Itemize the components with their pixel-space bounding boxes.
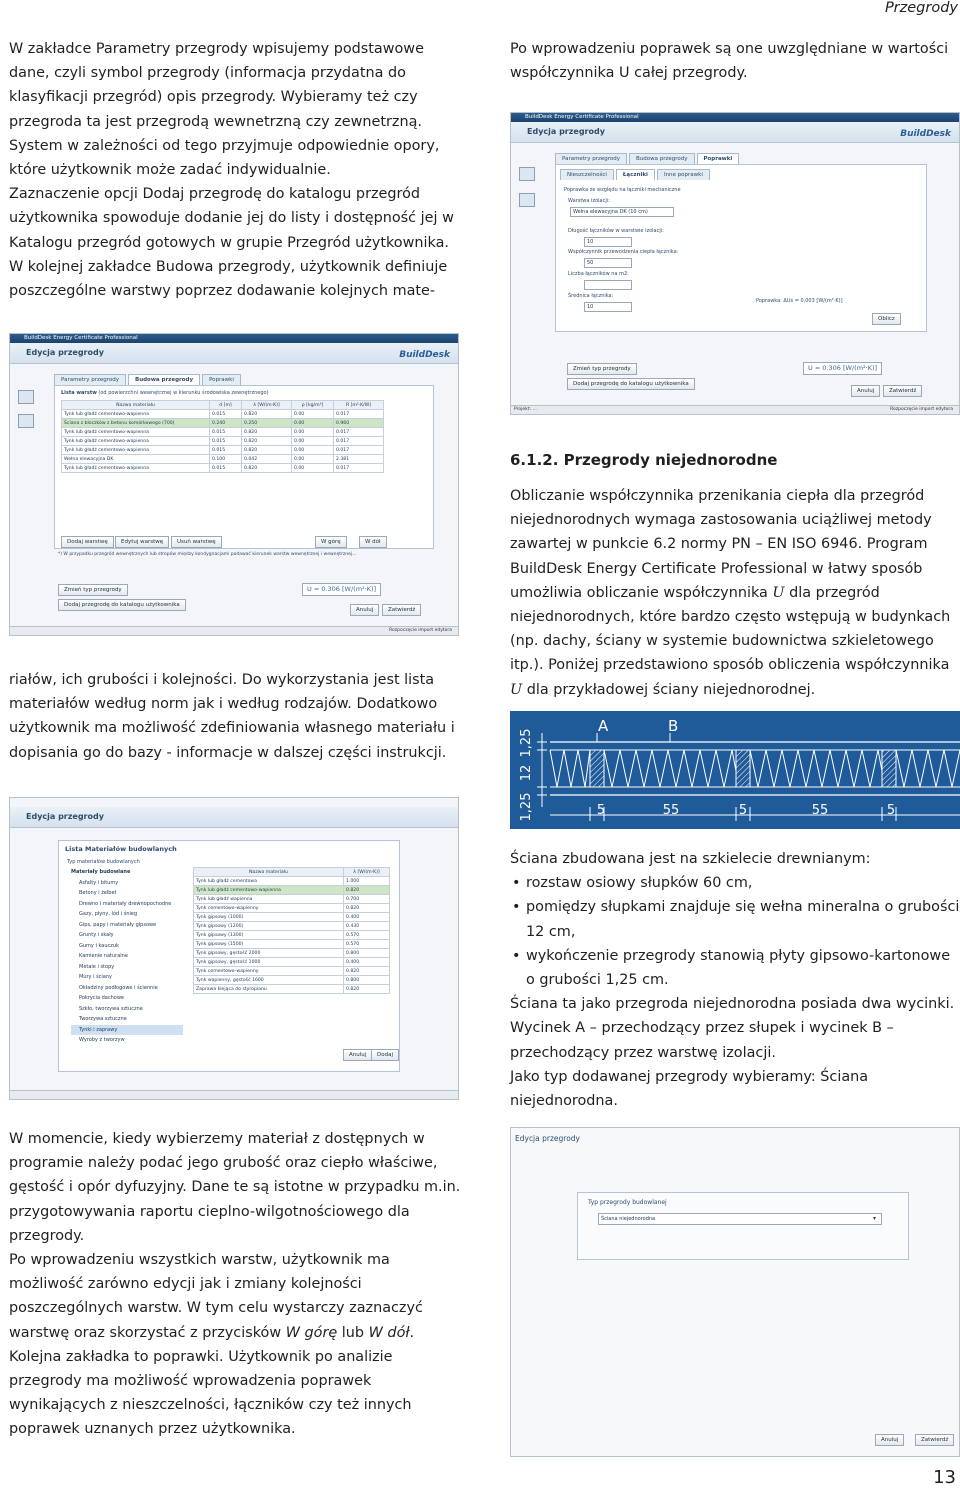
cell: Wełna elewacyjna DK	[62, 455, 210, 464]
screenshot-partition-type	[510, 1127, 960, 1457]
u-value-display: U = 0.306 [W/(m²·K)]	[803, 362, 882, 375]
table-row[interactable]	[62, 437, 384, 446]
right-paragraph-1	[510, 37, 958, 85]
table-row[interactable]	[194, 895, 390, 904]
table-row[interactable]	[194, 958, 390, 967]
cell: 0.00	[292, 437, 334, 446]
left-p1-b: Zaznaczenie opcji Dodaj przegrodę do katalogu przegród użytkownika spowoduje dodanie jej do listy i dostępność jej w Katalogu przegród gotowych w grupie Przegród użytkownika.	[9, 186, 454, 251]
left-p3-a: W momencie, kiedy wybierzemy materiał z dostępnych w programie należy podać jego grubość oraz ciepło właściwe, gęstość i opór dyfuzyjny. Dane te są istotne w przypadku m.in. przygotowywania raportu cieplno-wilgotnościowego dla przegrody.	[9, 1131, 461, 1244]
cell: 0.017	[334, 437, 384, 446]
table-header	[62, 401, 384, 410]
left-p3-dot: .	[409, 1324, 415, 1341]
list-item: • rozstaw osiowy słupków 60 cm,	[526, 871, 960, 895]
section-label: Poprawka ze względu na łączniki mechaniczne	[564, 187, 681, 193]
screenshot-corrections	[510, 112, 960, 415]
col-name: Nazwa materiału	[194, 868, 344, 877]
move-up-button[interactable]: W górę	[315, 536, 347, 548]
cell: 0.820	[344, 886, 390, 895]
cell: Tynk gipsowy (1200)	[194, 922, 344, 931]
field-label: Współczynnik przewodzenia ciepła łącznika:	[568, 249, 679, 255]
cell: Tynk lub gładź cementowo-wapienna	[62, 464, 210, 473]
page-number: 13	[933, 1467, 956, 1488]
cell: 0.400	[344, 958, 390, 967]
cell: Tynk lub gładź cementowo-wapienna	[62, 446, 210, 455]
col-lambda: λ [W/(m·K)]	[242, 401, 292, 410]
dim-left-2: 12	[519, 764, 534, 782]
tab-corrections[interactable]: Poprawki	[202, 374, 241, 385]
window-icon	[519, 193, 535, 207]
left-p3-down: W dół	[368, 1324, 410, 1341]
right-p2-c: dla przykładowej ściany niejednorodnej.	[522, 681, 816, 698]
right-paragraph-2	[510, 484, 958, 702]
right-p1: Po wprowadzeniu poprawek są one uwzględniane w wartości współczynnika U całej przegrody.	[510, 41, 949, 82]
group-title: Typ przegrody budowlanej	[588, 1199, 667, 1206]
table-row[interactable]	[194, 985, 390, 994]
list-item[interactable]: Grunty i skały	[79, 932, 114, 938]
subtab-other[interactable]: Inne poprawki	[657, 169, 710, 180]
dialog-title: Edycja przegrody	[26, 348, 104, 357]
table-row[interactable]	[62, 455, 384, 464]
status-bar	[10, 1090, 458, 1099]
cell: 0.800	[344, 949, 390, 958]
section-title: 6.1.2. Przegrody niejednorodne	[510, 451, 778, 469]
count-input[interactable]	[584, 280, 632, 290]
cell: Tynk lub gładź cementowo-wapienna	[194, 886, 344, 895]
list-item[interactable]: Pokrycia dachowe	[79, 995, 124, 1001]
app-titlebar: BuildDesk Energy Certificate Professional	[511, 113, 959, 122]
table-row[interactable]	[194, 886, 390, 895]
status-right: Rozpoczęcie import edytora	[890, 407, 953, 412]
cell: 2.381	[334, 455, 384, 464]
screenshot-materials	[9, 797, 459, 1100]
cell: 0.820	[242, 428, 292, 437]
col-resistance: R [m²·K/W]	[334, 401, 384, 410]
cell: Tynk lub gładź cementowo-wapienna	[62, 437, 210, 446]
cell: 0.015	[210, 446, 242, 455]
cell: Tynk gipsowy (1300)	[194, 931, 344, 940]
layers-panel	[54, 385, 434, 549]
delete-layer-button[interactable]: Usuń warstwę	[171, 536, 222, 548]
layers-hint: (od powierzchni wewnętrznej w kierunku środowiska zewnętrznego)	[98, 390, 269, 396]
confirm-button[interactable]: Zatwierdź	[915, 1434, 954, 1446]
cell: 0.100	[210, 455, 242, 464]
list-item-selected[interactable]: Tynki i zaprawy	[71, 1025, 183, 1036]
cell: 0.250	[242, 419, 292, 428]
calculate-button[interactable]: Oblicz	[872, 313, 901, 325]
confirm-button[interactable]: Zatwierdź	[883, 385, 922, 397]
layers-title-text: Lista warstw	[61, 390, 97, 396]
materials-table	[193, 867, 390, 994]
table-row[interactable]	[194, 931, 390, 940]
cell: Tynk lub gładź cementowa	[194, 877, 344, 886]
dialog-title: Edycja przegrody	[26, 812, 104, 821]
tab-corrections[interactable]: Poprawki	[697, 153, 740, 164]
list-item[interactable]: Szkło, tworzywa sztuczne	[79, 1005, 143, 1012]
right-p2-b: dla przegród niejednorodnych, które bardzo często wstępują w budynkach (np. dachy, ściany w systemie budownictwa szkieletowego itp.). Poniżej przedstawiono sposób obliczenia współczynnika	[510, 584, 951, 674]
table-row[interactable]	[194, 904, 390, 913]
label-a: A	[598, 717, 609, 735]
table-row[interactable]	[194, 976, 390, 985]
left-paragraph-1	[9, 37, 461, 303]
col-thickness: d [m]	[210, 401, 242, 410]
tab-parameters[interactable]: Parametry przegrody	[54, 374, 126, 385]
cell: 0.430	[344, 922, 390, 931]
right-p4-b: Jako typ dodawanej przegrody wybieramy: Ściana niejednorodna.	[510, 1068, 869, 1110]
app-titlebar: BuildDesk Energy Certificate Professional	[10, 334, 458, 343]
list-item[interactable]: Materiały budowlane	[71, 869, 131, 875]
cell: 0.820	[242, 446, 292, 455]
cell: 0.800	[344, 976, 390, 985]
table-header	[194, 868, 390, 877]
tab-bar	[54, 374, 243, 384]
tab-bar	[555, 153, 741, 163]
cell: 0.820	[344, 985, 390, 994]
cell: 0.015	[210, 464, 242, 473]
category-tree	[71, 867, 183, 1046]
change-type-button[interactable]: Zmień typ przegrody	[58, 584, 128, 596]
table-row[interactable]	[62, 419, 384, 428]
cell: 0.820	[344, 904, 390, 913]
list-item[interactable]: Tworzywa sztuczne	[79, 1016, 127, 1022]
cell: Tynk gipsowy (1000)	[194, 913, 344, 922]
left-paragraph-2	[9, 668, 461, 765]
cell: Tynk lub gładź cementowo-wapienna	[62, 410, 210, 419]
col-lambda: λ [W/(m·K)]	[344, 868, 390, 877]
cell: 0.015	[210, 428, 242, 437]
materials-panel	[58, 840, 400, 1072]
tab-structure[interactable]: Budowa przegrody	[128, 374, 200, 385]
left-p2: riałów, ich grubości i kolejności. Do wykorzystania jest lista materiałów według norm jak i według rodzajów. Dodatkowo użytkownik ma możliwość zdefiniowania własnego materiału i dopisania go do bazy - informacje w dalszej części instrukcji.	[9, 672, 455, 761]
diameter-input[interactable]: 10	[584, 302, 632, 312]
list-item[interactable]: Asfalty i bitumy	[79, 879, 119, 886]
cell: 0.015	[210, 410, 242, 419]
cell: Ściana z bloczków z betonu komórkowego (700)	[62, 419, 210, 428]
right-p4-a: Ściana ta jako przegroda niejednorodna posiada dwa wycinki. Wycinek A – przechodzący przez słupek i wycinek B – przechodzący przez warstwę izolacji.	[510, 996, 955, 1061]
cell: 0.00	[292, 410, 334, 419]
table-row[interactable]	[194, 913, 390, 922]
cell: Tynk gipsowy, gęstość 1000	[194, 958, 344, 967]
cell: 0.570	[344, 940, 390, 949]
wall-section-svg	[510, 711, 960, 829]
cell: 0.042	[242, 455, 292, 464]
cell: 0.00	[292, 455, 334, 464]
dim-bottom-1: 5	[596, 803, 606, 818]
field-label: Liczba łączników na m2:	[568, 271, 629, 277]
subtab-leaks[interactable]: Nieszczelności	[560, 169, 614, 180]
layers-note: *) W przypadku przegród wewnętrznych lub stropów między kondygnacjami podawać kierunek warstw wewnętrznej i wewnętrznej...	[58, 552, 357, 557]
left-paragraph-3	[9, 1127, 461, 1442]
table-row[interactable]	[194, 877, 390, 886]
list-item[interactable]: Gumy i kauczuk	[79, 942, 119, 949]
cell: 1.000	[344, 877, 390, 886]
cell: 0.00	[292, 419, 334, 428]
status-bar	[10, 626, 458, 635]
cancel-button[interactable]: Anuluj	[875, 1434, 904, 1446]
table-row[interactable]	[62, 428, 384, 437]
add-layer-button[interactable]: Dodaj warstwę	[61, 536, 114, 548]
left-p3-b-text: Po wprowadzeniu wszystkich warstw, użytkownik ma możliwość zarówno edycji jak i zmiany kolejności poszczególnych warstw. W tym celu wystarczy zaznaczyć warstwę oraz skorzystać z przycisków	[9, 1252, 423, 1341]
cancel-button[interactable]: Anuluj	[851, 385, 880, 397]
cell: 0.820	[242, 437, 292, 446]
wall-icon	[519, 167, 535, 181]
left-p3-or: lub	[337, 1324, 369, 1341]
materials-title: Lista Materiałów budowlanych	[65, 845, 177, 853]
cell: 0.820	[242, 464, 292, 473]
status-left: Projekt: ...	[514, 407, 537, 412]
partition-type-select[interactable]: Ściana niejednorodna	[598, 1213, 882, 1225]
cell: Tynk gipsowy (1500)	[194, 940, 344, 949]
change-type-button[interactable]: Zmień typ przegrody	[567, 363, 637, 375]
list-item[interactable]: Mury i ściany	[79, 974, 113, 980]
cancel-button[interactable]: Anuluj	[350, 604, 379, 616]
dialog-header	[10, 807, 458, 828]
type-panel	[577, 1192, 909, 1260]
right-p2-a: Obliczanie współczynnika przenikania ciepła dla przegród niejednorodnych wymaga zastosowania uciążliwej metody zawartej w punkcie 6.2 normy PN – EN ISO 6946. Program BuildDesk Energy Certificate Professional w łatwy sposób umożliwia obliczanie współczynnika	[510, 488, 932, 601]
cell: 0.017	[334, 446, 384, 455]
cancel-button[interactable]: Anuluj	[343, 1049, 372, 1061]
dialog-header	[511, 122, 959, 143]
length-input[interactable]: 10	[584, 237, 632, 247]
cell: 0.00	[292, 428, 334, 437]
dialog-title: Edycja przegrody	[515, 1134, 580, 1143]
left-p3-up: W górę	[285, 1324, 338, 1341]
cell: 0.00	[292, 464, 334, 473]
cell: 0.820	[242, 410, 292, 419]
dim-left-1: 1,25	[519, 792, 534, 822]
insulation-select[interactable]: Wełna elewacyjna DK (10 cm)	[570, 207, 674, 217]
field-label: Średnica łącznika:	[568, 293, 614, 299]
roof-icon	[18, 414, 34, 428]
left-p3-b	[9, 1248, 461, 1345]
tab-structure[interactable]: Budowa przegrody	[629, 153, 695, 164]
cell: Tynk cementowo-wapienny	[194, 904, 344, 913]
correction-result: Poprawka: ΔUs = 0,003 [W/(m²·K)]	[756, 298, 843, 304]
cell: 0.240	[210, 419, 242, 428]
wall-icon	[18, 390, 34, 404]
dim-bottom-2: 55	[662, 803, 680, 818]
table-row[interactable]	[194, 967, 390, 976]
table-row[interactable]	[194, 922, 390, 931]
dialog-title: Edycja przegrody	[527, 127, 605, 136]
layers-table	[61, 400, 384, 473]
table-row[interactable]	[194, 940, 390, 949]
cell: 0.017	[334, 464, 384, 473]
cell: Tynk cementowo-wapienny	[194, 967, 344, 976]
list-item[interactable]: Wyroby z tworzyw	[79, 1037, 125, 1043]
left-p1-c: W kolejnej zakładce Budowa przegrody, użytkownik definiuje poszczególne warstwy poprzez dodawanie kolejnych mate-	[9, 258, 448, 300]
cell: 0.00	[292, 446, 334, 455]
status-right: Rozpoczęcie import edytora	[389, 628, 452, 633]
dialog-header	[10, 343, 458, 364]
dim-bottom-3: 5	[738, 803, 748, 818]
left-p3-c: Kolejna zakładka to poprawki. Użytkownik po analizie przegrody ma możliwość wprowadzenia poprawek wynikających z nieszczelności, łączników czy też innych poprawek uznanych przez użytkownika.	[9, 1348, 412, 1438]
list-item: • wykończenie przegrody stanowią płyty gipsowo-kartonowe o grubości 1,25 cm.	[526, 944, 960, 992]
move-down-button[interactable]: W dół	[359, 536, 387, 548]
builddesk-logo: BuildDesk	[900, 129, 951, 139]
cell: 0.820	[344, 967, 390, 976]
cell: Tynk gipsowy, gęstość 2000	[194, 949, 344, 958]
table-row[interactable]	[62, 464, 384, 473]
table-row[interactable]	[62, 410, 384, 419]
right-paragraph-3	[510, 847, 960, 1113]
add-to-catalog-button[interactable]: Dodaj przegrodę do katalogu użytkownika	[567, 378, 695, 390]
list-item[interactable]: Metale i stopy	[79, 963, 115, 970]
conductivity-input[interactable]: 50	[584, 258, 632, 268]
edit-layer-button[interactable]: Edytuj warstwę	[115, 536, 169, 548]
add-material-button[interactable]: Dodaj	[371, 1049, 399, 1061]
subtab-bar	[560, 169, 712, 179]
screenshot-layers	[9, 333, 459, 636]
cell: 0.015	[210, 437, 242, 446]
list-item[interactable]: Okładziny podłogowe i ściennie	[79, 984, 158, 991]
cell: Zaprawa klejąca do styropianu	[194, 985, 344, 994]
cell: Tynk lub gładź wapienna	[194, 895, 344, 904]
cell: 0.017	[334, 410, 384, 419]
running-title: Przegrody	[884, 0, 958, 16]
table-row[interactable]	[62, 446, 384, 455]
layers-title	[61, 390, 269, 396]
status-bar	[511, 405, 959, 414]
corrections-panel	[555, 164, 927, 332]
cell: 0.700	[344, 895, 390, 904]
category-header: Typ materiałów budowlanych	[67, 859, 140, 865]
field-label: Warstwa izolacji:	[568, 198, 610, 204]
col-density: ρ [kg/m³]	[292, 401, 334, 410]
list-item: • pomiędzy słupkami znajduje się wełna mineralna o grubości 12 cm,	[526, 895, 960, 943]
add-to-catalog-button[interactable]: Dodaj przegrodę do katalogu użytkownika	[58, 599, 186, 611]
dim-left-3: 1,25	[519, 728, 534, 758]
right-p3-intro: Ściana zbudowana jest na szkielecie drewnianym:	[510, 851, 871, 867]
cell: 0.400	[344, 913, 390, 922]
stud-wall-list	[510, 871, 960, 992]
chevron-down-icon[interactable]: ▾	[873, 1215, 877, 1222]
left-p1-a: W zakładce Parametry przegrody wpisujemy podstawowe dane, czyli symbol przegrody (informacja przydatna do klasyfikacji przegród) opis przegrody. Wybieramy też czy przegroda ta jest przegrodą wewnetrzną czy zewnetrzną. System w zależności od tego przyjmuje odpowiednie opory, które użytkownik może zadać indywidualnie.	[9, 41, 440, 179]
u-value-display: U = 0.306 [W/(m²·K)]	[302, 583, 381, 596]
confirm-button[interactable]: Zatwierdź	[382, 604, 421, 616]
list-item[interactable]: Betony i żelbet	[79, 890, 117, 896]
col-name: Nazwa materiału	[62, 401, 210, 410]
cell: 0.960	[334, 419, 384, 428]
wall-section-diagram	[510, 711, 960, 829]
list-item[interactable]: Gazy, płyny, lód i śnieg	[79, 911, 138, 917]
subtab-fasteners[interactable]: Łączniki	[616, 169, 655, 180]
cell: Tynk lub gładź cementowo-wapienna	[62, 428, 210, 437]
table-row[interactable]	[194, 949, 390, 958]
dim-bottom-5: 5	[886, 803, 896, 818]
cell: 0.017	[334, 428, 384, 437]
tab-parameters[interactable]: Parametry przegrody	[555, 153, 627, 164]
cell: 0.570	[344, 931, 390, 940]
right-p2-u2: U	[510, 681, 523, 698]
field-label: Długość łączników w warstwie izolacji:	[568, 228, 664, 234]
list-item[interactable]: Drewno i materiały drewnopochodne	[79, 900, 172, 907]
right-p2	[510, 484, 958, 702]
cell: Tynk wapienny, gęstość 1600	[194, 976, 344, 985]
label-b: B	[668, 717, 679, 735]
dim-bottom-4: 55	[811, 803, 829, 818]
right-p2-u1: U	[772, 584, 785, 601]
list-item[interactable]: Kamienie naturalne	[79, 953, 128, 959]
list-item[interactable]: Gips, papy i materiały gipsowe	[79, 921, 157, 928]
builddesk-logo: BuildDesk	[399, 350, 450, 360]
